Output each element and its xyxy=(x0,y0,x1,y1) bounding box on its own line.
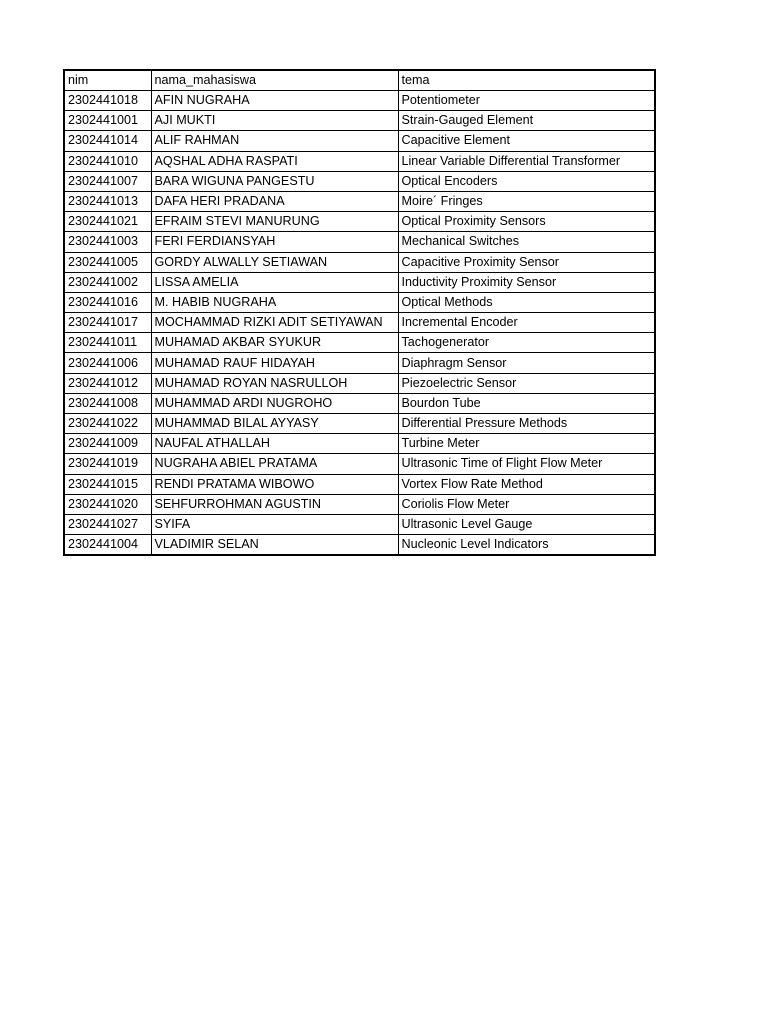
cell-nim: 2302441027 xyxy=(64,514,151,534)
cell-nama-mahasiswa: MUHAMMAD BILAL AYYASY xyxy=(151,414,398,434)
cell-tema: Linear Variable Differential Transformer xyxy=(398,151,655,171)
cell-nama-mahasiswa: RENDI PRATAMA WIBOWO xyxy=(151,474,398,494)
cell-tema: Ultrasonic Level Gauge xyxy=(398,514,655,534)
cell-nim: 2302441002 xyxy=(64,272,151,292)
cell-nama-mahasiswa: FERI FERDIANSYAH xyxy=(151,232,398,252)
cell-nama-mahasiswa: M. HABIB NUGRAHA xyxy=(151,292,398,312)
header-nama-mahasiswa: nama_mahasiswa xyxy=(151,70,398,91)
table-row xyxy=(64,535,655,556)
cell-nama-mahasiswa: SEHFURROHMAN AGUSTIN xyxy=(151,494,398,514)
cell-nama-mahasiswa: BARA WIGUNA PANGESTU xyxy=(151,171,398,191)
cell-nim: 2302441019 xyxy=(64,454,151,474)
table-row xyxy=(64,313,655,333)
cell-nama-mahasiswa: MUHAMAD AKBAR SYUKUR xyxy=(151,333,398,353)
cell-tema: Inductivity Proximity Sensor xyxy=(398,272,655,292)
cell-nim: 2302441021 xyxy=(64,212,151,232)
cell-nama-mahasiswa: AFIN NUGRAHA xyxy=(151,91,398,111)
cell-nim: 2302441007 xyxy=(64,171,151,191)
table-row xyxy=(64,434,655,454)
cell-tema: Optical Proximity Sensors xyxy=(398,212,655,232)
table-row xyxy=(64,353,655,373)
cell-tema: Mechanical Switches xyxy=(398,232,655,252)
table-row xyxy=(64,454,655,474)
cell-tema: Vortex Flow Rate Method xyxy=(398,474,655,494)
cell-tema: Differential Pressure Methods xyxy=(398,414,655,434)
cell-tema: Tachogenerator xyxy=(398,333,655,353)
cell-nim: 2302441022 xyxy=(64,414,151,434)
cell-tema: Nucleonic Level Indicators xyxy=(398,535,655,556)
cell-nama-mahasiswa: MOCHAMMAD RIZKI ADIT SETIYAWAN xyxy=(151,313,398,333)
table-row xyxy=(64,191,655,211)
cell-tema: Ultrasonic Time of Flight Flow Meter xyxy=(398,454,655,474)
cell-nama-mahasiswa: ALIF RAHMAN xyxy=(151,131,398,151)
cell-nama-mahasiswa: AJI MUKTI xyxy=(151,111,398,131)
cell-tema: Optical Methods xyxy=(398,292,655,312)
cell-tema: Diaphragm Sensor xyxy=(398,353,655,373)
cell-tema: Turbine Meter xyxy=(398,434,655,454)
cell-tema: Bourdon Tube xyxy=(398,393,655,413)
cell-tema: Potentiometer xyxy=(398,91,655,111)
table-row xyxy=(64,91,655,111)
cell-nim: 2302441005 xyxy=(64,252,151,272)
cell-nama-mahasiswa: MUHAMAD RAUF HIDAYAH xyxy=(151,353,398,373)
cell-nama-mahasiswa: MUHAMMAD ARDI NUGROHO xyxy=(151,393,398,413)
cell-nama-mahasiswa: EFRAIM STEVI MANURUNG xyxy=(151,212,398,232)
cell-nim: 2302441014 xyxy=(64,131,151,151)
cell-nim: 2302441011 xyxy=(64,333,151,353)
cell-nama-mahasiswa: LISSA AMELIA xyxy=(151,272,398,292)
table-row xyxy=(64,333,655,353)
cell-nim: 2302441020 xyxy=(64,494,151,514)
table-body xyxy=(64,70,655,555)
header-tema: tema xyxy=(398,70,655,91)
table-row xyxy=(64,292,655,312)
table-header-row xyxy=(64,70,655,91)
table-row xyxy=(64,514,655,534)
table-row xyxy=(64,494,655,514)
header-nim: nim xyxy=(64,70,151,91)
cell-nim: 2302441004 xyxy=(64,535,151,556)
cell-nim: 2302441009 xyxy=(64,434,151,454)
cell-nim: 2302441006 xyxy=(64,353,151,373)
cell-nama-mahasiswa: SYIFA xyxy=(151,514,398,534)
cell-tema: Optical Encoders xyxy=(398,171,655,191)
table-row xyxy=(64,414,655,434)
table-row xyxy=(64,131,655,151)
table-row xyxy=(64,111,655,131)
table-row xyxy=(64,212,655,232)
cell-nim: 2302441017 xyxy=(64,313,151,333)
cell-nama-mahasiswa: VLADIMIR SELAN xyxy=(151,535,398,556)
cell-tema: Moire´ Fringes xyxy=(398,191,655,211)
cell-tema: Strain-Gauged Element xyxy=(398,111,655,131)
table-row xyxy=(64,272,655,292)
cell-nama-mahasiswa: GORDY ALWALLY SETIAWAN xyxy=(151,252,398,272)
cell-nim: 2302441003 xyxy=(64,232,151,252)
student-topic-table xyxy=(63,69,656,556)
cell-nim: 2302441018 xyxy=(64,91,151,111)
cell-nim: 2302441010 xyxy=(64,151,151,171)
cell-tema: Coriolis Flow Meter xyxy=(398,494,655,514)
table-row xyxy=(64,373,655,393)
table-row xyxy=(64,252,655,272)
cell-tema: Capacitive Proximity Sensor xyxy=(398,252,655,272)
cell-nim: 2302441001 xyxy=(64,111,151,131)
cell-nim: 2302441015 xyxy=(64,474,151,494)
cell-nama-mahasiswa: NAUFAL ATHALLAH xyxy=(151,434,398,454)
table-row xyxy=(64,474,655,494)
table-row xyxy=(64,151,655,171)
cell-nim: 2302441016 xyxy=(64,292,151,312)
cell-nama-mahasiswa: MUHAMAD ROYAN NASRULLOH xyxy=(151,373,398,393)
cell-nama-mahasiswa: NUGRAHA ABIEL PRATAMA xyxy=(151,454,398,474)
cell-nim: 2302441012 xyxy=(64,373,151,393)
table-row xyxy=(64,171,655,191)
table-row xyxy=(64,232,655,252)
cell-tema: Piezoelectric Sensor xyxy=(398,373,655,393)
cell-tema: Capacitive Element xyxy=(398,131,655,151)
cell-nama-mahasiswa: DAFA HERI PRADANA xyxy=(151,191,398,211)
table-row xyxy=(64,393,655,413)
cell-nim: 2302441013 xyxy=(64,191,151,211)
cell-nama-mahasiswa: AQSHAL ADHA RASPATI xyxy=(151,151,398,171)
cell-nim: 2302441008 xyxy=(64,393,151,413)
cell-tema: Incremental Encoder xyxy=(398,313,655,333)
